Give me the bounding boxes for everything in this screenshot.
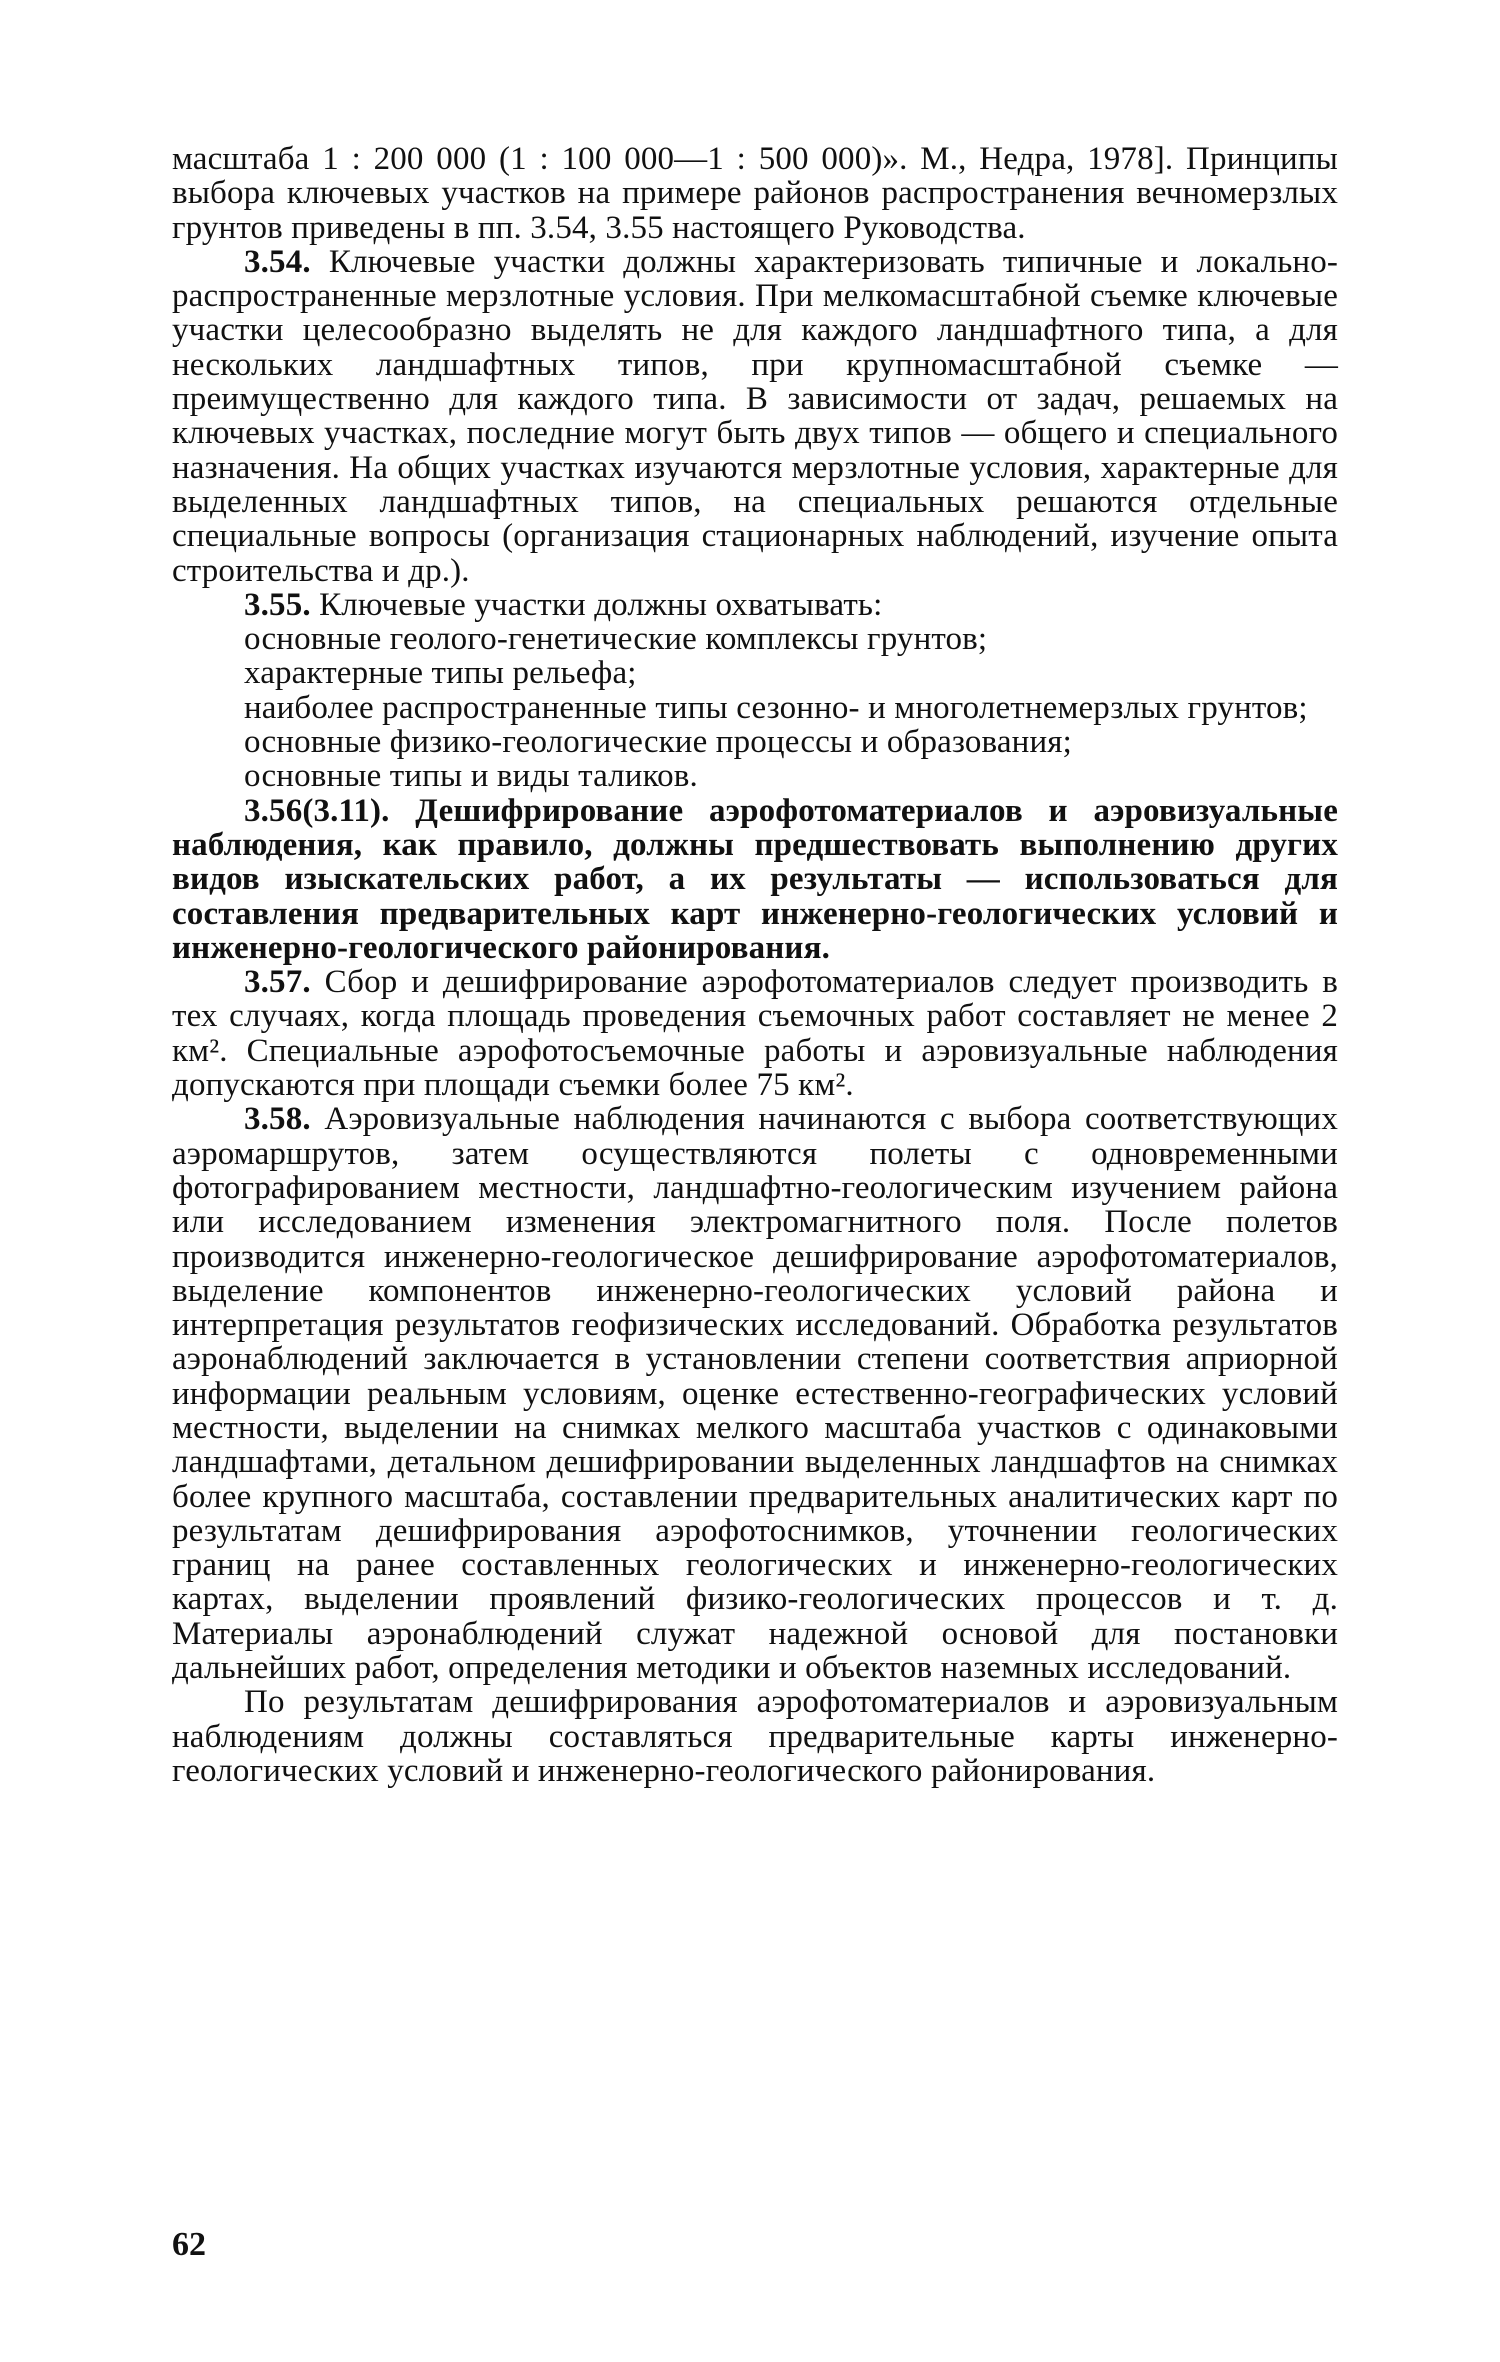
- continuation-text: масштаба 1 : 200 000 (1 : 100 000—1 : 500 000)». М., Недра, 1978]. Принципы выбора ключевых участков на примере районов распространения вечномерзлых грунтов приведены в пп. 3.54, 3.55 настоящего Руководства.: [172, 141, 1338, 246]
- section-3-56: [172, 794, 1338, 965]
- page-number: 62: [172, 2226, 206, 2263]
- section-text: Ключевые участки должны охватывать:: [310, 586, 883, 623]
- section-3-55: [172, 588, 1338, 622]
- list-item: характерные типы рельефа;: [244, 655, 637, 692]
- section-number: 3.56(3.11).: [244, 792, 390, 829]
- section-number: 3.54.: [244, 243, 311, 280]
- final-paragraph: По результатам дешифрирования аэрофотоматериалов и аэровизуальным наблюдениям должны составляться предварительные карты инженерно-геологических условий и инженерно-геологического районирования.: [172, 1684, 1338, 1789]
- section-number: 3.58.: [244, 1101, 311, 1138]
- body-text: [172, 142, 1338, 1788]
- section-text: Аэровизуальные наблюдения начинаются с выбора соответствующих аэромаршрутов, затем осуществляются полеты с одновременными фотографированием местности, ландшафтно-геологическим изучением района или исследованием изменения электромагнитного поля. После полетов производится инженерно-геологическое дешифрирование аэрофотоматериалов, выделение компонентов инженерно-геологических условий района и интерпретация результатов геофизических исследований. Обработка результатов аэронаблюдений заключается в установлении степени соответствия априорной информации реальным условиям, оценке естественно-географических условий местности, выделении на снимках мелкого масштаба участков с одинаковыми ландшафтами, детальном дешифрировании выделенных ландшафтов на снимках более крупного масштаба, составлении предварительных аналитических карт по результатам дешифрирования аэрофотоснимков, уточнении геологических границ на ранее составленных геологических и инженерно-геологических картах, выделении проявлений физико-геологических процессов и т. д. Материалы аэронаблюдений служат надежной основой для постановки дальнейших работ, определения методики и объектов наземных исследований.: [172, 1101, 1338, 1687]
- section-number: 3.57.: [244, 964, 311, 1001]
- list-item: основные типы и виды таликов.: [244, 758, 698, 795]
- list-item: основные геолого-генетические комплексы грунтов;: [244, 621, 988, 658]
- section-text: Дешифрирование аэрофотоматериалов и аэровизуальные наблюдения, как правило, должны предшествовать выполнению других видов изыскательских работ, а их результаты — использоваться для составления предварительных карт инженерно-геологических условий и инженерно-геологического районирования.: [172, 792, 1338, 966]
- section-3-58: [172, 1102, 1338, 1685]
- section-text: Ключевые участки должны характеризовать типичные и локально-распространенные мерзлотные условия. При мелкомасштабной съемке ключевые участки целесообразно выделять не для каждого ландшафтного типа, а для нескольких ландшафтных типов, при крупномасштабной съемке — преимущественно для каждого типа. В зависимости от задач, решаемых на ключевых участках, последние могут быть двух типов — общего и специального назначения. На общих участках изучаются мерзлотные условия, характерные для выделенных ландшафтных типов, на специальных решаются отдельные специальные вопросы (организация стационарных наблюдений, изучение опыта строительства и др.).: [172, 243, 1338, 589]
- section-text: Сбор и дешифрирование аэрофотоматериалов следует производить в тех случаях, когда площадь проведения съемочных работ составляет не менее 2 км². Специальные аэрофотосъемочные работы и аэровизуальные наблюдения допускаются при площади съемки более 75 км².: [172, 964, 1338, 1104]
- continuation-paragraph: [172, 142, 1338, 245]
- section-number: 3.55.: [244, 586, 311, 623]
- list-item: наиболее распространенные типы сезонно- и многолетнемерзлых грунтов;: [244, 689, 1308, 726]
- section-3-57: [172, 965, 1338, 1102]
- section-3-54: [172, 245, 1338, 588]
- list-item: основные физико-геологические процессы и образования;: [244, 724, 1072, 761]
